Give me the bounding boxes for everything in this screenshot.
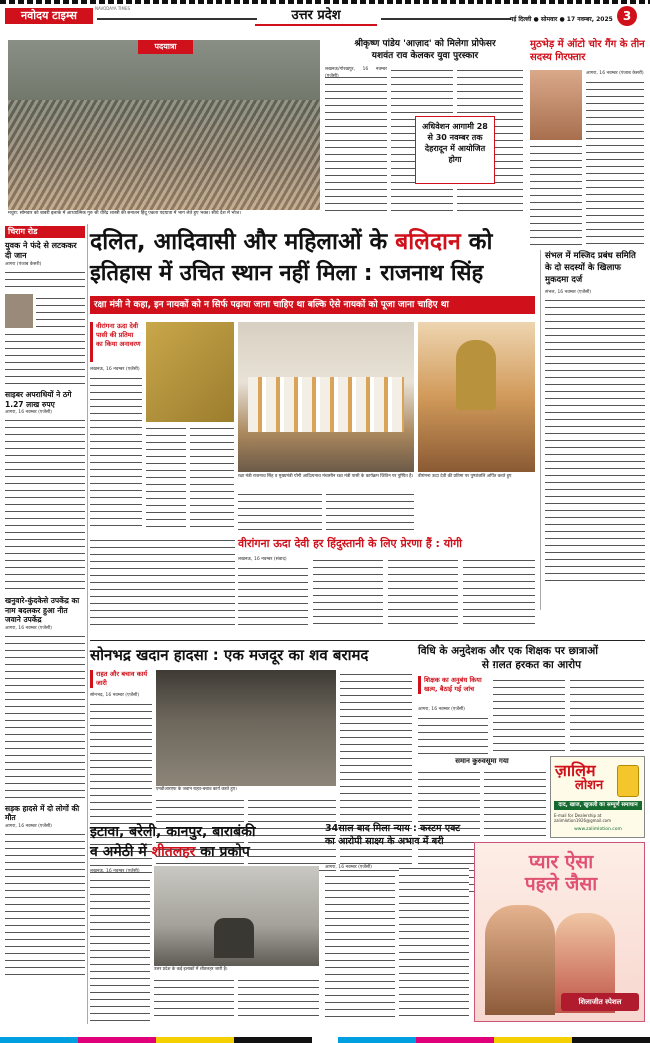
encounter-headline: मुठभेड़ में ऑटो चोर गैंग के तीन सदस्य गिरफ्तार	[530, 39, 645, 63]
chiraag-story1-lines-a	[5, 268, 85, 293]
rajnath-yogi-photo	[238, 322, 414, 472]
sonbhadra-dateline: सोनभद्र, 16 नवम्बर (एजेंसी)	[90, 693, 140, 698]
main-col-2	[146, 424, 186, 530]
chiraag-story1-lines-b	[36, 294, 85, 328]
headline-part-3: को	[460, 229, 493, 255]
custody-col-2	[399, 864, 469, 1022]
encounter-photo	[530, 70, 582, 140]
padyatra-photo-block	[8, 40, 320, 216]
chiraag-title: चिराग रोड	[5, 226, 85, 238]
teacher-dateline: आगरा, 16 नवम्बर (एजेंसी)	[418, 707, 465, 712]
yogi-col-1	[238, 564, 308, 626]
zalim-brand: ज़ालिम	[555, 761, 596, 780]
teacher-col-3	[570, 676, 644, 754]
sambhal-story	[540, 250, 645, 610]
main-story-body	[90, 322, 535, 534]
zalim-web: www.zalimlotion.com	[574, 827, 622, 832]
sonbhadra-photo	[156, 670, 336, 786]
main-headline-line2: इतिहास में उचित स्थान नहीं मिला : राजनाथ सिंह	[90, 261, 484, 286]
chiraag-story4-body	[5, 830, 85, 980]
statue-photo	[146, 322, 234, 422]
cold-wave-photo-caption: उत्तर प्रदेश के कई इलाकों में शीतलहर जारी है।	[154, 967, 228, 972]
sonbhadra-kicker: राहत और बचाव कार्य जारी	[90, 670, 152, 688]
chiraag-story2-headline: साइबर अपराधियों ने ठगे 1.27 लाख रुपए	[5, 390, 72, 409]
small-brand: NAVODAYA TIMES	[95, 6, 131, 11]
encounter-col-1	[586, 78, 644, 250]
teacher-story	[418, 644, 645, 754]
teacher-headline-1: विधि के अनुदेशक और एक शिक्षक पर छात्राओं	[418, 645, 598, 657]
sambhal-headline: संभल में मस्जिद प्रबंध समिति के दो सदस्यों के खिलाफ मुकदमा दर्ज	[545, 251, 636, 285]
headline-red-word: बलिदान	[395, 229, 461, 255]
custody-headline: 34साल बाद मिला न्याय : कस्टम एक्ट का आरोपी साक्ष्य के अभाव में बरी	[325, 823, 461, 847]
main-col-4	[238, 490, 322, 530]
yogi-story	[238, 536, 536, 636]
crowd-texture	[8, 100, 320, 210]
chiraag-story1-body	[5, 268, 85, 388]
shilajit-title-1: प्यार ऐसा	[528, 851, 594, 873]
cold-wave-photo	[154, 866, 319, 966]
teacher-kicker: शिक्षक का अनुबंध किया खत्म, बैठाई गई जांच	[418, 676, 488, 694]
chiraag-story1-dateline: आगरा (पंजाब केसरी)	[5, 262, 42, 267]
professor-story	[325, 38, 525, 218]
tribute-photo-caption: वीरांगना ऊदा देवी की प्रतिमा पर पुष्पांजलि अर्पित करते हुए	[418, 474, 512, 479]
yogi-col-2	[313, 556, 383, 626]
cold-wave-col-1	[90, 876, 150, 1022]
page-number: 3	[617, 6, 637, 26]
print-color-strip	[0, 1037, 650, 1043]
teacher-col-1	[418, 714, 488, 754]
professor-highlight-box	[415, 116, 495, 184]
dateline: नई दिल्ली ● सोमवार ● 17 नवम्बर, 2025	[510, 16, 613, 23]
statue-figure	[456, 340, 496, 410]
headline-part-1: दलित, आदिवासी और महिलाओं के	[90, 229, 396, 255]
chiraag-story2-dateline: आगरा, 16 नवम्बर (एजेंसी)	[5, 410, 52, 415]
padyatra-photo	[8, 40, 320, 210]
main-subhead: रक्षा मंत्री ने कहा, इन नायकों को न सिर्फ पढ़ाया जाना चाहिए था बल्कि ऐसे नायकों को पूजा जाना चाहिए था	[90, 296, 535, 314]
main-continuation	[90, 536, 235, 626]
zalim-contact: E-mail for Dealership at zalimlotion1926@gmail.com	[554, 813, 611, 823]
padyatra-caption: मथुरा: सोमवार को बाबरी इलाके में आध्यात्मिक गुरु श्री धीरेंद्र शास्त्री की सनातन हिंदू एकता पदयात्रा में भाग लेते हुए भक्त। सीधे देश में भोज।	[8, 211, 241, 216]
sonbhadra-headline: सोनभद्र खदान हादसा : एक मजदूर का शव बरामद	[90, 646, 369, 664]
zalim-brand-2: लोशन	[575, 778, 604, 793]
chiraag-story1-photo	[5, 294, 33, 328]
chiraag-story2-body	[5, 416, 85, 594]
section-title: उत्तर प्रदेश	[255, 6, 377, 26]
professor-headline-2: यशवंत राव केलकर युवा पुरस्कार	[371, 51, 479, 61]
yogi-headline: वीरांगना ऊदा देवी हर हिंदुस्तानी के लिए प्रेरणा हैं : योगी	[238, 537, 463, 550]
sambhal-body	[545, 296, 645, 586]
stage-people	[248, 377, 404, 432]
custody-dateline: आगरा, 16 नवम्बर (एजेंसी)	[325, 865, 372, 870]
professor-headline-1: श्रीकृष्ण पांडेय 'आज़ाद' को मिलेगा प्रोफेसर	[354, 39, 496, 49]
main-headline-block	[90, 226, 535, 320]
cold-wave-story	[90, 822, 320, 1022]
cold-wave-col-2	[154, 976, 234, 1022]
main-headline-line1	[90, 226, 535, 258]
sonbhadra-photo-caption: एनडीआरएफ के जवान राहत-बचाव कार्य करते हुए।	[156, 787, 237, 792]
encounter-col-2	[530, 142, 582, 250]
custody-col-1	[325, 872, 395, 1022]
section-rule	[90, 640, 645, 641]
main-col-3	[190, 424, 234, 530]
cold-wave-h2-pre: व अमेठी में	[90, 844, 152, 860]
masthead	[5, 6, 645, 28]
yogi-col-3	[388, 556, 458, 626]
chiraag-story3-headline: खनुवारे-कुंदकेसे उपकेंद्र का नाम बदलकर हुआ नीत जवाने उपकेंद्र	[5, 596, 80, 624]
cold-wave-h2-post: का प्रकोप	[195, 844, 250, 860]
rajnath-photo-caption: रक्षा मंत्री राजनाथ सिंह व मुख्यमंत्री योगी आदित्यनाथ मंचासीन रक्षा मंत्री पासी के कार्यक्रम जितिन पर पुष्पित है।	[238, 474, 414, 479]
cold-wave-dateline: लखनऊ, 16 नवम्बर (एजेंसी)	[90, 869, 140, 874]
teacher-sub-headline: समान कुरुवसूमा गया	[455, 757, 509, 765]
cold-wave-col-3	[238, 976, 319, 1022]
chiraag-story3-body	[5, 632, 85, 802]
column-divider-1	[87, 224, 88, 1024]
sambhal-dateline: संभल, 16 नवम्बर (एजेंसी)	[545, 290, 592, 295]
cold-wave-headline-1: इटावा, बरेली, कानपुर, बाराबंकी	[90, 824, 256, 840]
yogi-col-4	[463, 556, 535, 626]
zalim-lotion-ad[interactable]	[550, 756, 645, 838]
couple-photo	[485, 905, 555, 1015]
fog-vehicle	[214, 918, 254, 958]
zalim-tagline: दाद, खाज, खुजली का सम्पूर्ण समाधान	[554, 801, 642, 810]
chiraag-story4-headline: सड़क हादसे में दो लोगों की मौत	[5, 803, 80, 822]
cold-wave-h2-red: शीतलहर	[151, 844, 196, 860]
professor-box-text: अधिवेशन आगामी 28 से 30 नवम्बर तक देहरादून में आयोजित होगा	[422, 122, 488, 164]
professor-dateline: लखनऊ/गोरखपुर, 16 नवम्बर (एजेंसी)	[325, 67, 387, 79]
teacher-col-2	[493, 676, 565, 754]
masthead-rule-right	[381, 18, 511, 20]
main-side-kicker: वीरांगना ऊदा देवी पासी की प्रतिमा का किया अनावरण	[90, 322, 142, 362]
lotion-bottle-icon	[617, 765, 639, 797]
chiraag-story4-dateline: आगरा, 16 नवम्बर (एजेंसी)	[5, 823, 52, 829]
cold-wave-headline-2	[90, 842, 320, 862]
masthead-rule-left	[97, 18, 257, 20]
chiraag-story1-lines-c	[5, 330, 85, 388]
main-col-1	[90, 374, 142, 530]
chiraag-story3-dateline: आगरा, 16 नवम्बर (एजेंसी)	[5, 625, 52, 631]
main-dateline: लखनऊ, 16 नवम्बर (एजेंसी)	[90, 367, 140, 372]
print-registration-strip	[0, 0, 650, 4]
chiraag-column	[5, 226, 85, 1026]
shilajit-title-2: पहले जैसा	[524, 873, 598, 895]
shilajit-product: शिलाजीत स्पेशल	[561, 993, 639, 1011]
encounter-dateline: आगरा, 16 नवम्बर (पंजाब केसरी)	[586, 71, 644, 76]
yogi-dateline: लखनऊ, 16 नवम्बर (संवाद)	[238, 557, 287, 562]
teacher-headline-2: से ग़लत हरकत का आरोप	[481, 659, 582, 671]
encounter-story	[530, 38, 645, 248]
custody-story	[325, 822, 470, 1022]
chiraag-story1-headline: युवक ने फंदे से लटककर दी जान	[5, 241, 77, 260]
professor-col-1	[325, 66, 387, 216]
tribute-photo	[418, 322, 535, 472]
shilajit-ad[interactable]	[474, 842, 645, 1022]
brand-logo: नवोदय टाइम्स	[5, 8, 93, 24]
padyatra-tag: पदयात्रा	[138, 40, 193, 54]
main-col-5	[326, 490, 414, 530]
